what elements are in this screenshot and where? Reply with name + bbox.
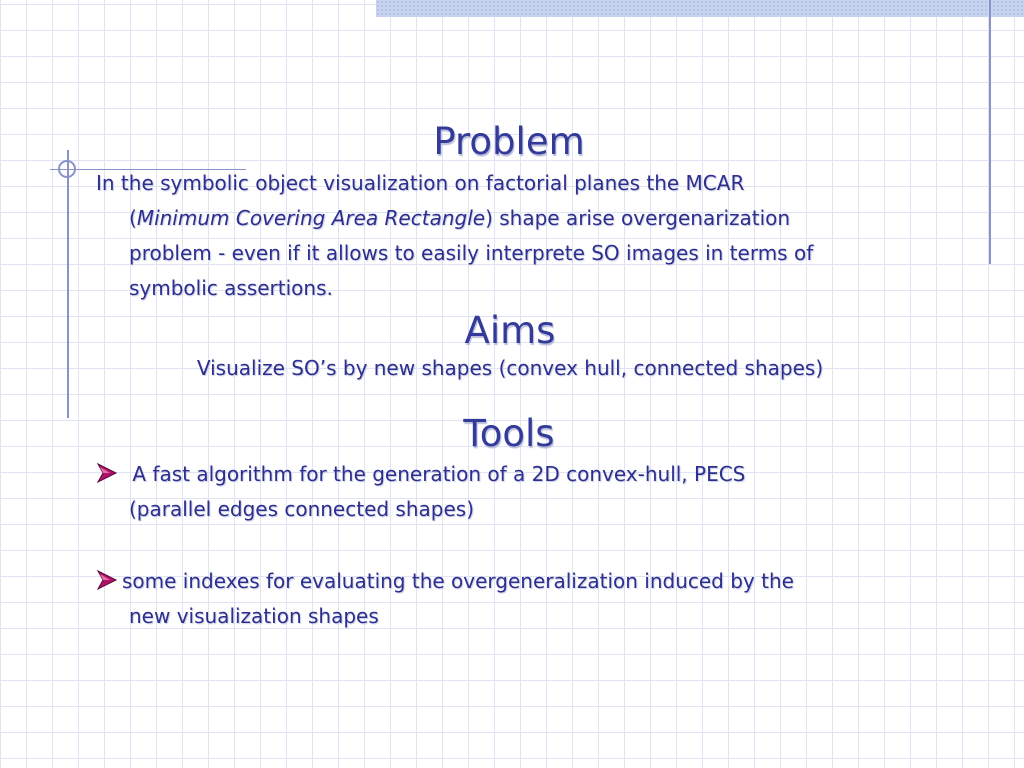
tools-item-1-line-2: (parallel edges connected shapes)	[129, 497, 474, 521]
aims-heading: Aims	[464, 309, 556, 352]
tools-item-2-line-2: new visualization shapes	[129, 604, 379, 628]
problem-paren-open: (	[129, 206, 137, 230]
decorative-circle-icon	[58, 160, 76, 178]
tools-item-2	[96, 564, 926, 634]
arrow-bullet-icon	[96, 569, 118, 591]
problem-line-4: symbolic assertions.	[129, 276, 333, 300]
header-band	[376, 0, 1024, 17]
arrow-bullet-icon	[96, 462, 118, 484]
tools-item-1-line-1	[96, 457, 926, 492]
tools-item-2-text: some indexes for evaluating the overgeneralization induced by the	[122, 569, 794, 593]
tools-item-1-text: A fast algorithm for the generation of a 2D convex-hull, PECS	[126, 462, 746, 486]
problem-line-3: problem - even if it allows to easily interprete SO images in terms of	[129, 241, 814, 265]
problem-line-2	[96, 201, 926, 236]
aims-text: Visualize SO’s by new shapes (convex hull, connected shapes)	[196, 356, 824, 380]
problem-line-1: In the symbolic object visualization on factorial planes the MCAR	[96, 171, 745, 195]
tools-item-1	[96, 457, 926, 527]
problem-paragraph	[96, 166, 926, 306]
mcar-expansion: Minimum Covering Area Rectangle	[136, 206, 486, 230]
tools-item-2-line-1	[96, 564, 926, 599]
tools-heading: Tools	[463, 412, 555, 455]
problem-line-2-rest: ) shape arise overgenarization	[485, 206, 791, 230]
problem-heading: Problem	[433, 120, 585, 163]
